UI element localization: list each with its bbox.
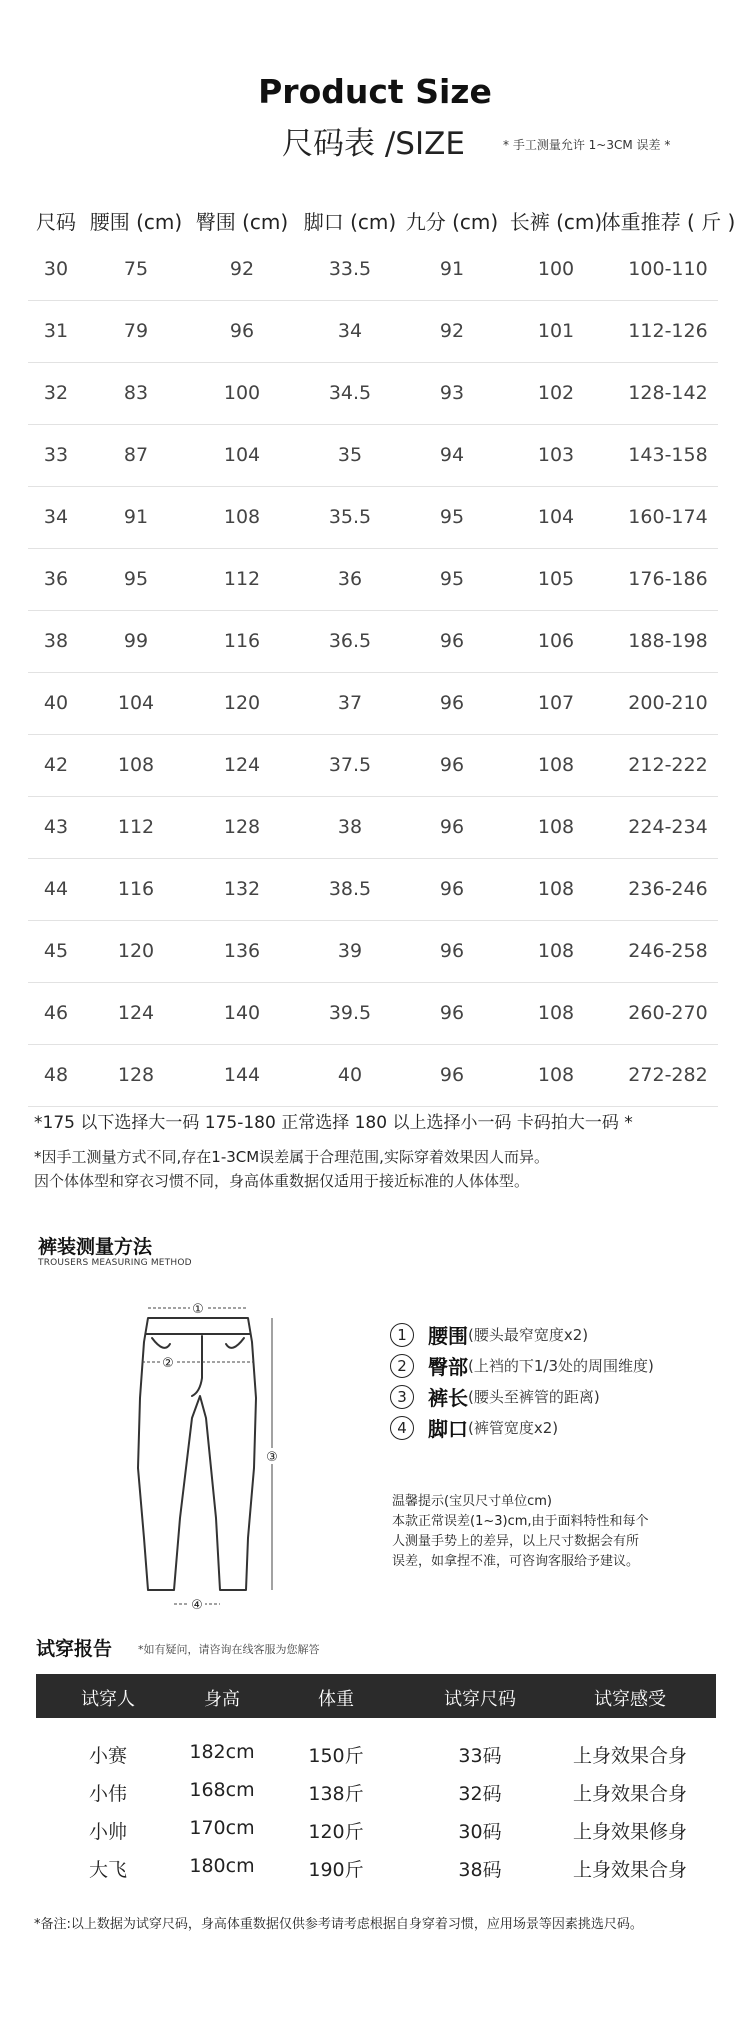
number-badge-3: 3 <box>390 1385 414 1409</box>
cell-weight: 260-270 <box>628 1002 708 1024</box>
cell-cropped-length: 96 <box>439 816 465 838</box>
cell-cropped-length: 91 <box>439 258 465 280</box>
measure-desc: (上裆的下1/3处的周围维度) <box>468 1357 654 1375</box>
cell-size: 36 <box>43 568 69 590</box>
fit-cell-height: 170cm <box>189 1817 255 1839</box>
fit-cell-weight: 138斤 <box>308 1783 364 1805</box>
fit-cell-size: 33码 <box>458 1745 502 1767</box>
measure-desc: (腰头最窄宽度x2) <box>468 1326 589 1344</box>
size-table-row <box>28 796 718 859</box>
cell-weight: 212-222 <box>628 754 708 776</box>
tip-line: 本款正常误差(1~3)cm,由于面料特性和每个 <box>392 1514 649 1529</box>
cell-size: 38 <box>43 630 69 652</box>
size-table-row <box>28 858 718 921</box>
diagram-label-waist: ① <box>192 1302 204 1317</box>
fit-cell-tester: 小帅 <box>88 1821 128 1843</box>
measure-name: 臀部 <box>428 1355 468 1379</box>
cell-full-length: 108 <box>537 816 575 838</box>
cell-waist: 116 <box>117 878 155 900</box>
cell-size: 44 <box>43 878 69 900</box>
fit-report-title: 试穿报告 <box>36 1638 113 1660</box>
cell-cropped-length: 95 <box>439 506 465 528</box>
cell-hip: 132 <box>223 878 261 900</box>
header-full-length: 长裤 (cm) <box>509 210 603 234</box>
cell-size: 30 <box>43 258 69 280</box>
fit-table-row <box>36 1817 716 1855</box>
cell-waist: 83 <box>123 382 149 404</box>
cell-full-length: 105 <box>537 568 575 590</box>
cell-waist: 99 <box>123 630 149 652</box>
cell-hem: 37 <box>337 692 363 714</box>
header-cropped-length: 九分 (cm) <box>405 210 499 234</box>
cell-full-length: 102 <box>537 382 575 404</box>
cell-hip: 96 <box>229 320 255 342</box>
fit-cell-size: 38码 <box>458 1859 502 1881</box>
cell-waist: 108 <box>117 754 155 776</box>
cell-hip: 124 <box>223 754 261 776</box>
cell-weight: 143-158 <box>628 444 708 466</box>
footer-note: *备注:以上数据为试穿尺码，身高体重数据仅供参考请考虑根据自身穿着习惯，应用场景等因素挑选尺码。 <box>34 1917 643 1932</box>
measurement-error-note: *因手工测量方式不同,存在1-3CM误差属于合理范围,实际穿着效果因人而异。 <box>34 1148 549 1166</box>
fit-cell-feeling: 上身效果修身 <box>572 1821 688 1843</box>
size-table-row <box>28 672 718 735</box>
cell-hem: 36 <box>337 568 363 590</box>
cell-full-length: 108 <box>537 940 575 962</box>
cell-cropped-length: 93 <box>439 382 465 404</box>
page-title-en: Product Size <box>258 72 492 111</box>
fit-cell-weight: 150斤 <box>308 1745 364 1767</box>
measure-name: 脚口 <box>428 1417 468 1441</box>
cell-size: 33 <box>43 444 69 466</box>
size-table-row <box>28 300 718 363</box>
fit-cell-feeling: 上身效果合身 <box>572 1745 688 1767</box>
measure-desc: (腰头至裤管的距离) <box>468 1388 600 1406</box>
measure-item-hip <box>390 1351 654 1380</box>
cell-hem: 34.5 <box>328 382 372 404</box>
cell-full-length: 101 <box>537 320 575 342</box>
fit-header-weight: 体重 <box>318 1689 354 1710</box>
cell-weight: 176-186 <box>628 568 708 590</box>
cell-hem: 36.5 <box>328 630 372 652</box>
cell-hem: 35.5 <box>328 506 372 528</box>
header-hem: 脚口 (cm) <box>303 210 397 234</box>
fit-report-note: *如有疑问，请咨询在线客服为您解答 <box>138 1643 320 1656</box>
cell-waist: 75 <box>123 258 149 280</box>
cell-hem: 34 <box>337 320 363 342</box>
cell-waist: 87 <box>123 444 149 466</box>
cell-full-length: 108 <box>537 1064 575 1086</box>
diagram-label-length: ③ <box>266 1450 278 1465</box>
number-badge-1: 1 <box>390 1323 414 1347</box>
measure-section-title: 裤装测量方法 <box>38 1236 153 1258</box>
header-size: 尺码 <box>36 210 76 234</box>
cell-weight: 160-174 <box>628 506 708 528</box>
fit-header-feeling: 试穿感受 <box>594 1689 666 1710</box>
cell-waist: 120 <box>117 940 155 962</box>
cell-full-length: 107 <box>537 692 575 714</box>
cell-weight: 100-110 <box>628 258 708 280</box>
tip-line: 人测量手势上的差异，以上尺寸数据会有所 <box>392 1534 640 1549</box>
cell-size: 42 <box>43 754 69 776</box>
fit-cell-height: 182cm <box>189 1741 255 1763</box>
cell-size: 32 <box>43 382 69 404</box>
measure-item-waist <box>390 1320 588 1349</box>
cell-waist: 95 <box>123 568 149 590</box>
cell-hip: 140 <box>223 1002 261 1024</box>
fit-cell-height: 180cm <box>189 1855 255 1877</box>
measure-desc: (裤管宽度x2) <box>468 1419 559 1437</box>
cell-hip: 128 <box>223 816 261 838</box>
cell-size: 40 <box>43 692 69 714</box>
measure-item-length <box>390 1382 600 1411</box>
cell-hem: 39.5 <box>328 1002 372 1024</box>
fit-cell-weight: 190斤 <box>308 1859 364 1881</box>
cell-hip: 108 <box>223 506 261 528</box>
cell-full-length: 103 <box>537 444 575 466</box>
cell-weight: 224-234 <box>628 816 708 838</box>
fit-cell-height: 168cm <box>189 1779 255 1801</box>
cell-size: 48 <box>43 1064 69 1086</box>
cell-weight: 112-126 <box>628 320 708 342</box>
cell-hip: 100 <box>223 382 261 404</box>
fit-cell-size: 30码 <box>458 1821 502 1843</box>
fit-cell-tester: 大飞 <box>88 1859 128 1881</box>
cell-size: 43 <box>43 816 69 838</box>
trousers-outline <box>138 1318 256 1590</box>
fit-header-tester: 试穿人 <box>81 1689 135 1710</box>
cell-hem: 37.5 <box>328 754 372 776</box>
fit-cell-tester: 小赛 <box>88 1745 128 1767</box>
cell-weight: 200-210 <box>628 692 708 714</box>
fit-table-row <box>36 1779 716 1817</box>
header-hip: 臀围 (cm) <box>195 210 289 234</box>
cell-cropped-length: 96 <box>439 692 465 714</box>
cell-hip: 136 <box>223 940 261 962</box>
cell-cropped-length: 94 <box>439 444 465 466</box>
cell-hip: 92 <box>229 258 255 280</box>
cell-size: 31 <box>43 320 69 342</box>
size-table-row <box>28 610 718 673</box>
cell-hem: 39 <box>337 940 363 962</box>
cell-hem: 40 <box>337 1064 363 1086</box>
tip-heading: 温馨提示(宝贝尺寸单位cm) <box>392 1494 552 1509</box>
cell-cropped-length: 96 <box>439 754 465 776</box>
cell-hip: 104 <box>223 444 261 466</box>
cell-cropped-length: 96 <box>439 1002 465 1024</box>
cell-size: 34 <box>43 506 69 528</box>
size-table-row <box>28 486 718 549</box>
cell-hip: 144 <box>223 1064 261 1086</box>
cell-waist: 124 <box>117 1002 155 1024</box>
cell-weight: 236-246 <box>628 878 708 900</box>
cell-cropped-length: 96 <box>439 630 465 652</box>
size-table-header <box>0 206 750 238</box>
cell-hip: 116 <box>223 630 261 652</box>
cell-hip: 112 <box>223 568 261 590</box>
cell-cropped-length: 96 <box>439 878 465 900</box>
tip-line: 误差，如拿捏不准，可咨询客服给予建议。 <box>392 1554 640 1569</box>
size-table-row <box>28 424 718 487</box>
size-table-row <box>28 920 718 983</box>
fit-cell-feeling: 上身效果合身 <box>572 1783 688 1805</box>
cell-hip: 120 <box>223 692 261 714</box>
cell-hem: 38.5 <box>328 878 372 900</box>
page-title-zh: 尺码表 /SIZE <box>282 126 465 162</box>
body-type-note: 因个体体型和穿衣习惯不同，身高体重数据仅适用于接近标准的人体体型。 <box>34 1172 530 1190</box>
header-waist: 腰围 (cm) <box>89 210 183 234</box>
cell-weight: 188-198 <box>628 630 708 652</box>
cell-waist: 128 <box>117 1064 155 1086</box>
fit-cell-tester: 小伟 <box>88 1783 128 1805</box>
cell-cropped-length: 96 <box>439 940 465 962</box>
cell-full-length: 100 <box>537 258 575 280</box>
cell-full-length: 108 <box>537 1002 575 1024</box>
fit-header-height: 身高 <box>204 1689 240 1710</box>
number-badge-2: 2 <box>390 1354 414 1378</box>
header-weight: 体重推荐 ( 斤 ) <box>600 210 736 234</box>
size-advice-note: *175 以下选择大一码 175-180 正常选择 180 以上选择小一码 卡码拍大一码 * <box>34 1113 633 1133</box>
fit-table-row <box>36 1855 716 1893</box>
fit-header-size: 试穿尺码 <box>444 1689 516 1710</box>
measure-item-hem <box>390 1413 558 1442</box>
size-table-row <box>28 982 718 1045</box>
diagram-label-hem: ④ <box>191 1598 203 1613</box>
cell-waist: 79 <box>123 320 149 342</box>
cell-weight: 128-142 <box>628 382 708 404</box>
fit-table-row <box>36 1741 716 1779</box>
tolerance-note: * 手工测量允许 1~3CM 误差 * <box>503 138 671 152</box>
cell-cropped-length: 95 <box>439 568 465 590</box>
cell-weight: 272-282 <box>628 1064 708 1086</box>
cell-full-length: 108 <box>537 754 575 776</box>
trousers-diagram <box>120 1298 300 1618</box>
cell-size: 45 <box>43 940 69 962</box>
size-table-row <box>28 548 718 611</box>
size-table-row <box>28 238 718 301</box>
cell-size: 46 <box>43 1002 69 1024</box>
measure-name: 腰围 <box>428 1324 468 1348</box>
cell-weight: 246-258 <box>628 940 708 962</box>
size-table-row <box>28 734 718 797</box>
fit-cell-feeling: 上身效果合身 <box>572 1859 688 1881</box>
cell-waist: 112 <box>117 816 155 838</box>
cell-cropped-length: 92 <box>439 320 465 342</box>
fit-cell-size: 32码 <box>458 1783 502 1805</box>
cell-waist: 91 <box>123 506 149 528</box>
cell-full-length: 104 <box>537 506 575 528</box>
cell-full-length: 108 <box>537 878 575 900</box>
measure-name: 裤长 <box>428 1386 468 1410</box>
cell-hem: 35 <box>337 444 363 466</box>
cell-cropped-length: 96 <box>439 1064 465 1086</box>
diagram-label-hip: ② <box>162 1356 174 1371</box>
fit-table-header <box>36 1674 716 1718</box>
size-table-row <box>28 362 718 425</box>
size-table-row <box>28 1044 718 1107</box>
cell-waist: 104 <box>117 692 155 714</box>
number-badge-4: 4 <box>390 1416 414 1440</box>
measure-section-subtitle: TROUSERS MEASURING METHOD <box>38 1258 192 1268</box>
cell-hem: 38 <box>337 816 363 838</box>
cell-hem: 33.5 <box>328 258 372 280</box>
cell-full-length: 106 <box>537 630 575 652</box>
fit-cell-weight: 120斤 <box>308 1821 364 1843</box>
